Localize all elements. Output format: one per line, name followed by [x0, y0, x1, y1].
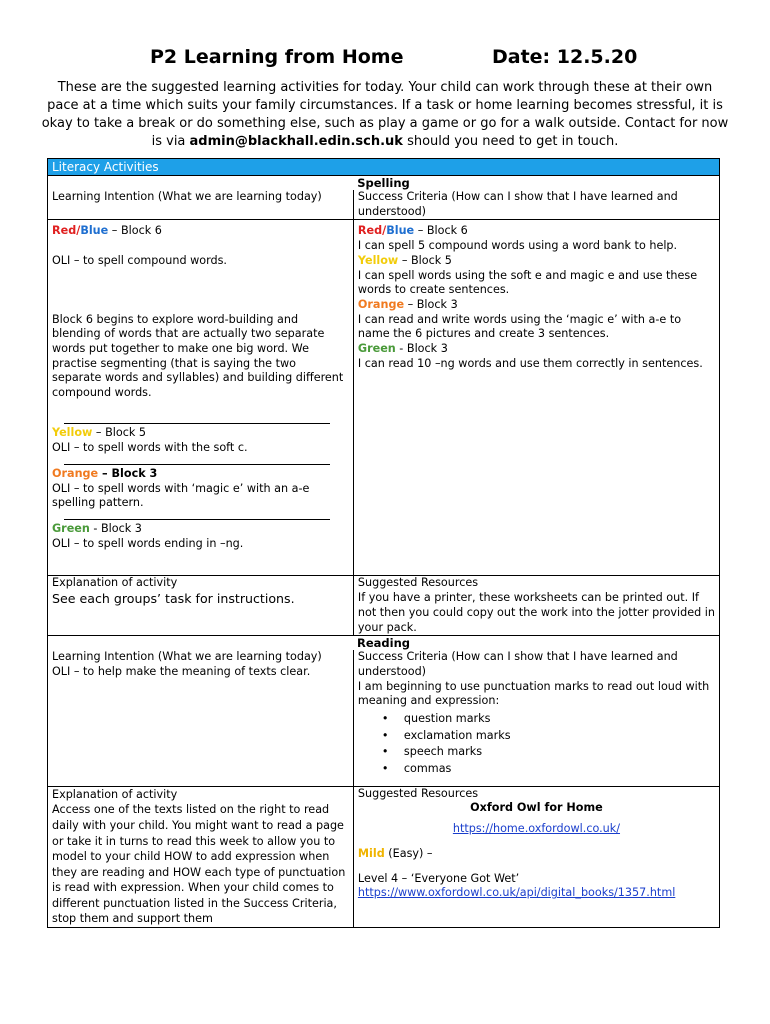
separator-line — [64, 464, 330, 465]
spelling-intentions — [48, 220, 354, 576]
green-line — [358, 342, 715, 357]
literacy-table — [47, 158, 720, 928]
yellow-line — [52, 426, 349, 441]
block-label: – Block 3 — [98, 466, 158, 480]
block-label: – Block 6 — [414, 224, 468, 238]
spelling-heading: Spelling — [48, 176, 720, 191]
page-title: P2 Learning from Home — [150, 46, 404, 68]
list-item: • question marks — [358, 711, 715, 728]
block-label: - Block 3 — [89, 521, 142, 535]
explanation-text: See each groups’ task for instructions. — [52, 591, 295, 607]
yellow-label: Yellow — [52, 426, 93, 440]
reading-intention — [48, 650, 354, 786]
red-label: Red — [357, 224, 383, 238]
oli-soft-c: OLI – to spell words with the soft c. — [52, 441, 248, 455]
intro-paragraph — [40, 79, 730, 151]
reading-sc-text: I am beginning to use punctuation marks to read out loud with meaning and expression: — [357, 679, 710, 708]
level-text: Level 4 – ‘Everyone Got Wet’ — [357, 871, 520, 885]
block-label: – Block 5 — [398, 253, 452, 267]
reading-heading: Reading — [48, 636, 720, 651]
oli-compound: OLI – to spell compound words. — [52, 253, 227, 267]
slash: / — [76, 224, 81, 238]
intro-text-end: should you need to get in touch. — [402, 134, 619, 149]
page-date: Date: 12.5.20 — [492, 46, 638, 68]
red-blue-line — [358, 224, 715, 239]
oli-ng: OLI – to spell words ending in –ng. — [52, 536, 244, 550]
red-blue-line — [52, 224, 349, 239]
list-item: • exclamation marks — [358, 728, 715, 745]
list-item: • speech marks — [358, 744, 715, 761]
green-line — [52, 522, 349, 537]
reading-criteria — [353, 650, 719, 786]
reading-sc-label: Success Criteria (How can I show that I have learned and understood) — [357, 650, 678, 678]
block-label: – Block 6 — [108, 224, 162, 238]
separator-line — [64, 423, 330, 424]
mild-line — [358, 847, 715, 862]
list-item: • commas — [358, 761, 715, 778]
spelling-resources — [353, 576, 719, 636]
blue-label: Blue — [386, 224, 415, 238]
green-label: Green — [52, 521, 90, 535]
spelling-sc-label: Success Criteria (How can I show that I have learned and understood) — [353, 190, 719, 220]
reading-li-label: Learning Intention (What we are learning today) — [52, 650, 322, 664]
intro-text: These are the suggested learning activities for today. Your child can work through these at their own pace at a time which suits your family circumstances. If a task or home learning becomes stressful, it is okay to take a break or do something else, such as play a game or go for a walk outside. Contact for now is via — [41, 80, 729, 149]
resources-label: Suggested Resources — [357, 786, 479, 800]
reading-li-text: OLI – to help make the meaning of texts clear. — [52, 664, 311, 678]
orange-line — [358, 298, 715, 313]
green-criteria: I can read 10 –ng words and use them correctly in sentences. — [357, 356, 703, 370]
yellow-line — [358, 254, 715, 269]
orange-label: Orange — [52, 466, 99, 480]
mild-desc: (Easy) – — [384, 846, 433, 860]
orange-label: Orange — [357, 297, 405, 311]
resources-text: If you have a printer, these worksheets can be printed out. If not then you could copy out the work into the jotter provided in your pack. — [357, 591, 715, 634]
oli-magic-e: OLI – to spell words with ‘magic e’ with an a-e spelling pattern. — [52, 481, 310, 510]
yellow-label: Yellow — [357, 253, 399, 267]
contact-email: admin@blackhall.edin.sch.uk — [189, 134, 403, 149]
block-label: – Block 5 — [92, 426, 146, 440]
block-label: – Block 3 — [404, 297, 458, 311]
punctuation-list — [358, 711, 715, 777]
block-label: - Block 3 — [395, 342, 448, 356]
resources-label: Suggested Resources — [357, 576, 479, 590]
orange-line — [52, 467, 349, 482]
oxford-owl-link[interactable]: https://home.oxfordowl.co.uk/ — [452, 822, 621, 836]
yellow-criteria: I can spell words using the soft e and magic e and use these words to create sentences. — [357, 268, 698, 297]
owl-title: Oxford Owl for Home — [470, 801, 603, 815]
slash: / — [382, 224, 387, 238]
explanation-label: Explanation of activity — [52, 576, 178, 590]
green-label: Green — [357, 342, 396, 356]
title-row — [0, 46, 770, 70]
orange-criteria: I can read and write words using the ‘magic e’ with a-e to name the 6 pictures and create 3 sentences. — [357, 312, 682, 341]
blue-label: Blue — [80, 224, 109, 238]
separator-line — [64, 519, 330, 520]
reading-explanation — [48, 786, 354, 927]
spelling-criteria — [353, 220, 719, 576]
mild-label: Mild — [357, 846, 385, 860]
spelling-li-label: Learning Intention (What we are learning today) — [48, 190, 354, 220]
spelling-explanation — [48, 576, 354, 636]
explanation-label: Explanation of activity — [52, 787, 178, 801]
book-link[interactable]: https://www.oxfordowl.co.uk/api/digital_books/1357.html — [357, 886, 676, 900]
red-label: Red — [52, 224, 77, 238]
reading-resources — [353, 786, 719, 927]
red-blue-criteria: I can spell 5 compound words using a word bank to help. — [357, 239, 678, 253]
explanation-text: Access one of the texts listed on the right to read daily with your child. You might want to read a page or take it in turns to read this week to allow you to model to your child HOW to add expression when they are reading and HOW each type of punctuation is read with expression. When your child comes to different punctuation listed in the Success Criteria, stop them and support them — [52, 803, 346, 926]
literacy-header: Literacy Activities — [48, 159, 720, 176]
block6-description: Block 6 begins to explore word-building and blending of words that are actually two separate words put together to make one big word. We practise segmenting (that is saying the two separate words and syllables) and building different compound words. — [52, 312, 344, 400]
